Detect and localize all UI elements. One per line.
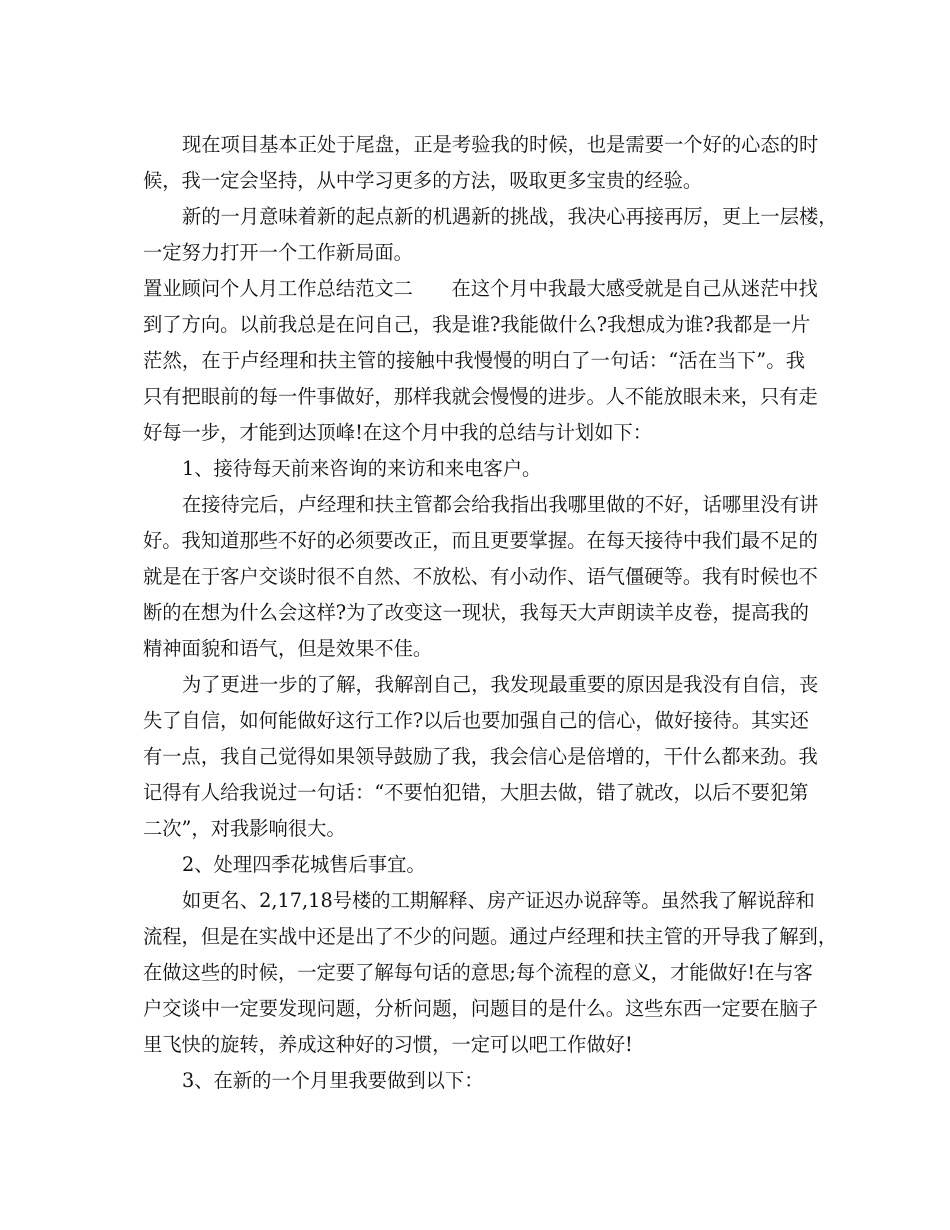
text-line: 茫然，在于卢经理和扶主管的接触中我慢慢的明白了一句话：“活在当下”。我	[143, 349, 805, 372]
text-line: 如更名、2,17,18号楼的工期解释、房产证迟办说辞等。虽然我了解说辞和	[182, 889, 815, 912]
text-line: 只有把眼前的每一件事做好，那样我就会慢慢的进步。人不能放眼未来，只有走	[143, 385, 818, 408]
document-body	[143, 127, 838, 1099]
text-line: 失了自信，如何能做好这行工作?以后也要加强自己的信心，做好接待。其实还	[143, 709, 809, 732]
text-line: 断的在想为什么会这样?为了改变这一现状，我每天大声朗读羊皮卷，提高我的	[143, 601, 809, 624]
text-line: 候，我一定会坚持，从中学习更多的方法，吸取更多宝贵的经验。	[143, 169, 703, 192]
text-line: 流程，但是在实战中还是出了不少的问题。通过卢经理和扶主管的开导我了解到，	[143, 925, 838, 948]
section-heading-line: 置业顾问个人月工作总结范文二 在这个月中我最大感受就是自己从迷茫中找	[143, 277, 818, 300]
text-line: 户交谈中一定要发现问题，分析问题，问题目的是什么。这些东西一定要在脑子	[143, 997, 818, 1020]
list-item-heading: 3、在新的一个月里我要做到以下：	[182, 1069, 484, 1092]
text-line: 就是在于客户交谈时很不自然、不放松、有小动作、语气僵硬等。我有时候也不	[143, 565, 818, 588]
text-line: 在做这些的时候，一定要了解每句话的意思;每个流程的意义，才能做好!在与客	[143, 961, 813, 984]
text-line: 新的一月意味着新的起点新的机遇新的挑战，我决心再接再厉，更上一层楼，	[182, 205, 838, 228]
list-item-heading: 2、处理四季花城售后事宜。	[182, 853, 426, 876]
text-line: 为了更进一步的了解，我解剖自己，我发现最重要的原因是我没有自信，丧	[182, 673, 819, 696]
text-line: 记得有人给我说过一句话：“不要怕犯错，大胆去做，错了就改，以后不要犯第	[143, 781, 809, 804]
text-line: 到了方向。以前我总是在问自己，我是谁?我能做什么?我想成为谁?我都是一片	[143, 313, 811, 336]
text-line: 好每一步，才能到达顶峰!在这个月中我的总结与计划如下：	[143, 421, 653, 444]
list-item-heading: 1、接待每天前来咨询的来访和来电客户。	[182, 457, 542, 480]
text-line: 一定努力打开一个工作新局面。	[143, 241, 413, 264]
text-line: 好。我知道那些不好的必须要改正，而且更要掌握。在每天接待中我们最不足的	[143, 529, 818, 552]
text-line: 二次”，对我影响很大。	[143, 817, 346, 840]
text-line: 里飞快的旋转，养成这种好的习惯，一定可以吧工作做好!	[143, 1033, 633, 1056]
text-line: 精神面貌和语气，但是效果不佳。	[143, 637, 433, 660]
text-line: 有一点，我自己觉得如果领导鼓励了我，我会信心是倍增的，干什么都来劲。我	[143, 745, 818, 768]
text-line: 现在项目基本正处于尾盘，正是考验我的时候，也是需要一个好的心态的时	[182, 133, 819, 156]
text-line: 在接待完后，卢经理和扶主管都会给我指出我哪里做的不好，话哪里没有讲	[182, 493, 819, 516]
